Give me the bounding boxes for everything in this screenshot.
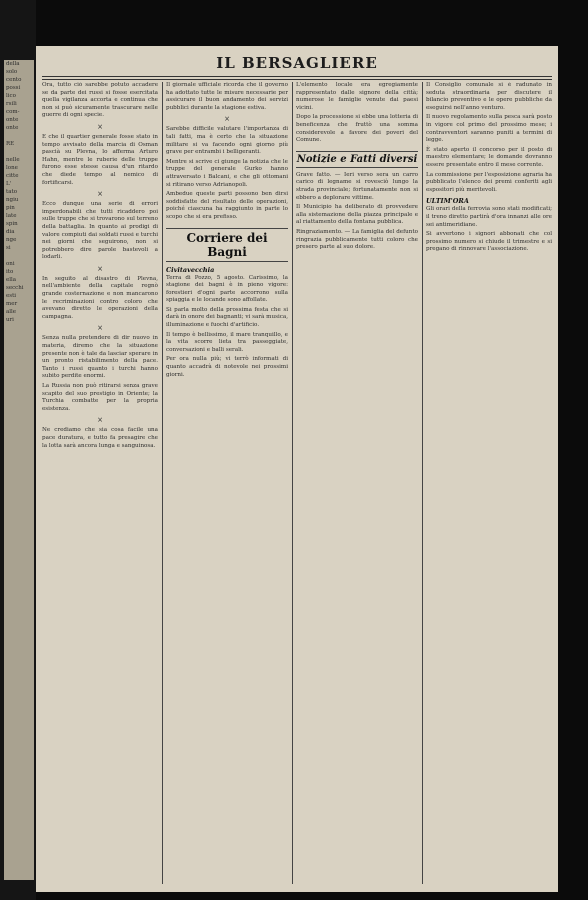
column-2 xyxy=(166,82,288,884)
paragraph: Grave fatto. — Ieri verso sera un carro carico di legname si rovesciò lungo la strada provinciale; fortunatamente non si ebbero a deplorare vittime. xyxy=(296,171,418,201)
paragraph: La commissione per l'esposizione agraria ha pubblicato l'elenco dei premi conferiti agli espositori più meritevoli. xyxy=(426,171,552,193)
paragraph: Il nuovo regolamento sulla pesca sarà posto in vigore col primo del prossimo mese; i contravventori saranno puniti a termini di legge. xyxy=(426,114,552,144)
paragraph: Ne crediamo che sia cosa facile una pace duratura, e tutto fa presagire che la lotta sarà ancora lunga e sanguinosa. xyxy=(42,427,158,449)
newspaper-page xyxy=(36,46,558,892)
dateline: Civitavecchia xyxy=(166,265,215,274)
paragraph: Il Consiglio comunale si è radunato in seduta straordinaria per discutere il bilancio preventivo e le opere pubbliche da eseguirsi nell'anno venturo. xyxy=(426,82,552,111)
paragraph: Senza nulla pretendere di dir nuovo in materia, diremo che la situazione presente non è tale da lasciar sperare in un pronto ristabilimento della pace. Tanto i russi quanto i turchi hanno subito perdite enormi. xyxy=(42,335,158,380)
masthead-title: IL BERSAGLIERE xyxy=(216,54,378,72)
paragraph: Il Municipio ha deliberato di provvedere alla sistemazione della piazza principale e al riattamento della fontana pubblica. xyxy=(296,204,418,226)
paragraph: Si parla molto della prossima festa che si darà in onore dei bagnanti; vi sarà musica, illuminazione e fuochi d'artificio. xyxy=(166,306,288,329)
column-divider xyxy=(162,82,163,884)
paragraph: Terra di Pozzo, 5 agosto. Carissimo, la stagione dei bagni è in pieno vigore: forestieri d'ogni parte accorrono sulla spiaggia e le locande sono affollate. xyxy=(166,274,288,304)
column-1 xyxy=(42,82,158,884)
separator-mark: × xyxy=(224,115,230,124)
section-title-corriere: Corriere dei Bagni xyxy=(166,228,288,262)
paragraph: Dopo la processione si ebbe una lotteria di beneficenza che fruttò una somma considerevole a favore dei poveri del Comune. xyxy=(296,114,418,144)
paragraph: Il tempo è bellissimo, il mare tranquillo, e la vita scorre lieta tra passeggiate, conversazioni e balli serali. xyxy=(166,331,288,353)
separator-mark: × xyxy=(97,122,103,131)
paragraph: Ora, tutto ciò sarebbe potuto accadere se da parte dei russi si fosse esercitata quella vigilanza accorta e continua che non si può sicuramente trascurare nelle guerre di ogni specie. xyxy=(42,82,158,119)
separator-mark: × xyxy=(97,416,103,425)
paragraph: Il giornale ufficiale ricorda che il governo ha adottato tutte le misure necessarie per assicurare il buon andamento dei servizi pubblici durante la stagione estiva. xyxy=(166,82,288,111)
previous-page-text: della solo cento possi lico rsili com- onte onte RE nelle lone citte L' tato ngiu pin late spin dia nge si oni ito ella secchi esti mer alle uri xyxy=(6,61,24,323)
paragraph: Per ora nulla più; vi terrò informati di quanto accadrà di notevole nei prossimi giorni. xyxy=(166,356,288,378)
header-rule-double xyxy=(42,79,552,80)
separator-mark: × xyxy=(97,324,103,333)
column-divider xyxy=(422,82,423,884)
separator-mark: × xyxy=(97,190,103,199)
paragraph: In seguito al disastro di Plevna, nell'ambiente della capitale regnò grande costernazione e non mancarono le recriminazioni contro coloro che avevano diretto le operazioni della campagna. xyxy=(42,275,158,320)
paragraph: Sarebbe difficile valutare l'importanza di tali fatti, ma è certo che la situazione militare si va facendo ogni giorno più grave per entrambi i belligeranti. xyxy=(166,126,288,156)
paragraph: E che il quartier generale fosse stato in tempo avvisato della marcia di Osman pascià su Plevna, lo afferma Arturo Hahn, mentre le ruberie delle truppe furono esse stesse causa d'un ritardo che diede tempo al nemico di fortificarsi. xyxy=(42,133,158,186)
column-divider xyxy=(292,82,293,884)
section-title-notizie: Notizie e Fatti diversi xyxy=(296,151,418,168)
header-rule xyxy=(42,76,552,77)
column-3 xyxy=(296,82,418,884)
paragraph: Mentre si scrive ci giunge la notizia che le truppe del generale Gurko hanno attraversato i Balcani, e che gli ottomani si ritirano verso Adrianopoli. xyxy=(166,158,288,188)
paragraph: È stato aperto il concorso per il posto di maestro elementare; le domande dovranno essere presentate entro il mese corrente. xyxy=(426,146,552,168)
paragraph: Ringraziamento. — La famiglia del defunto ringrazia pubblicamente tutti coloro che presero parte al suo dolore. xyxy=(296,228,418,251)
separator-mark: × xyxy=(97,264,103,273)
paragraph: La Russia non può ritirarsi senza grave scapito del suo prestigio in Oriente; la Turchia combatte per la propria esistenza. xyxy=(42,383,158,412)
paragraph: Gli orari della ferrovia sono stati modificati; il treno diretto partirà d'ora innanzi alle ore sei antimeridiane. xyxy=(426,206,552,228)
page-header xyxy=(36,46,558,80)
paragraph: Ecco dunque una serie di errori imperdonabili che tutti ricaddero poi sulle truppe che si trovarono sul terreno della battaglia. In quanto ai prodigi di valore compiuti dai soldati russi e turchi nei giorni che seguirono, non si potrebbero dire parole bastevoli a lodarli. xyxy=(42,201,158,261)
column-4 xyxy=(426,82,552,884)
subhead-ultim-ora: ULTIM'ORA xyxy=(426,197,469,206)
paragraph: Si avvertono i signori abbonati che col prossimo numero si chiude il trimestre e si pregano di rinnovare l'associazione. xyxy=(426,231,552,253)
paragraph: L'elemento locale era egregiamente rappresentato dalle signore della città; numerose le famiglie venute dai paesi vicini. xyxy=(296,82,418,111)
previous-page-fragment xyxy=(4,60,34,880)
paragraph: Ambedue queste parti possono ben dirsi soddisfatte del risultato delle operazioni, poiché ciascuna ha raggiunto in parte lo scopo che si era prefisso. xyxy=(166,191,288,220)
